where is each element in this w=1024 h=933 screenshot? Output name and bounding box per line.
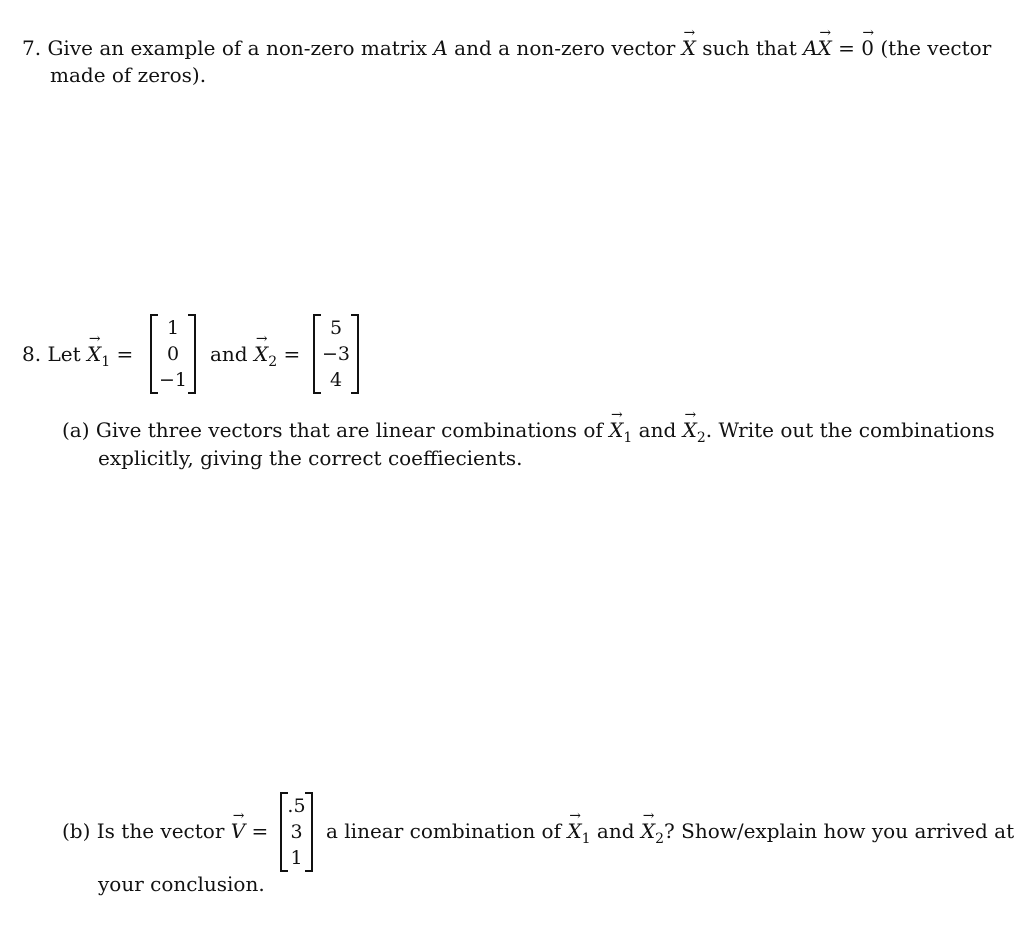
- q8-text: Let: [47, 342, 87, 366]
- subscript-2: 2: [268, 354, 278, 370]
- vector-X1: → X: [567, 819, 581, 843]
- q8a-line-2: explicitly, giving the correct coeffiecients.: [98, 446, 523, 470]
- matrix-X2-entry: 4: [329, 369, 343, 391]
- q8-text: and: [210, 342, 254, 366]
- matrix-V: [280, 792, 313, 872]
- subscript-2: 2: [696, 430, 706, 446]
- q7-number: 7.: [22, 36, 42, 60]
- q7-text: (the vector: [874, 36, 992, 60]
- subscript-1: 1: [581, 831, 591, 847]
- vector-X: → X: [682, 36, 696, 60]
- matrix-V-entry: 1: [290, 847, 303, 869]
- subscript-1: 1: [623, 430, 633, 446]
- matrix-X1: [150, 314, 196, 394]
- subscript-1: 1: [101, 354, 111, 370]
- q8a-text: Give three vectors that are linear combinations of: [95, 418, 610, 442]
- q7-line-2: made of zeros).: [50, 63, 207, 87]
- vector-X1: → X: [609, 418, 623, 442]
- matrix-X1-entry: −1: [158, 369, 187, 391]
- vector-X2: → X: [254, 342, 268, 366]
- equals-sign: =: [831, 36, 862, 60]
- matrix-X2-entry: −3: [321, 343, 350, 365]
- zero-vector: → 0: [861, 36, 874, 60]
- equals-sign: =: [110, 342, 134, 366]
- equals-sign: =: [277, 342, 301, 366]
- q8b-text: ? Show/explain how you arrived at: [664, 819, 1015, 843]
- q8a-label: (a): [62, 418, 90, 442]
- vector-X2: → X: [641, 819, 655, 843]
- q7-text: and a non-zero vector: [447, 36, 682, 60]
- subscript-2: 2: [655, 831, 665, 847]
- matrix-V-entry: 3: [290, 821, 303, 843]
- equation-AX: A→ X: [803, 36, 832, 60]
- q8-and-line: [210, 342, 300, 374]
- vector-V: → V: [231, 819, 245, 843]
- q8b-line-1-end: [326, 819, 1014, 851]
- q8b-label: (b): [62, 819, 91, 843]
- matrix-A: A: [433, 36, 448, 60]
- matrix-V-entry: .5: [287, 795, 306, 817]
- q7-text: such that: [695, 36, 804, 60]
- q8-let-line: [22, 342, 133, 374]
- q8b-line-2: your conclusion.: [98, 872, 265, 896]
- q8-number: 8.: [22, 342, 42, 366]
- q8b-line-1-start: [62, 819, 268, 843]
- equals-sign: =: [245, 819, 269, 843]
- matrix-X1-entry: 1: [166, 317, 180, 339]
- matrix-X1-entry: 0: [166, 343, 180, 365]
- q7-text: Give an example of a non-zero matrix: [47, 36, 434, 60]
- q8a-text: and: [632, 418, 683, 442]
- q8b-text: Is the vector: [96, 819, 231, 843]
- q8a-text: . Write out the combinations: [705, 418, 995, 442]
- vector-X2: → X: [683, 418, 697, 442]
- q8b-text: a linear combination of: [326, 819, 568, 843]
- q7-line-1: [22, 36, 991, 60]
- matrix-X2: [313, 314, 359, 394]
- matrix-X2-entry: 5: [329, 317, 343, 339]
- vector-X1: → X: [87, 342, 101, 366]
- q8b-text: and: [590, 819, 641, 843]
